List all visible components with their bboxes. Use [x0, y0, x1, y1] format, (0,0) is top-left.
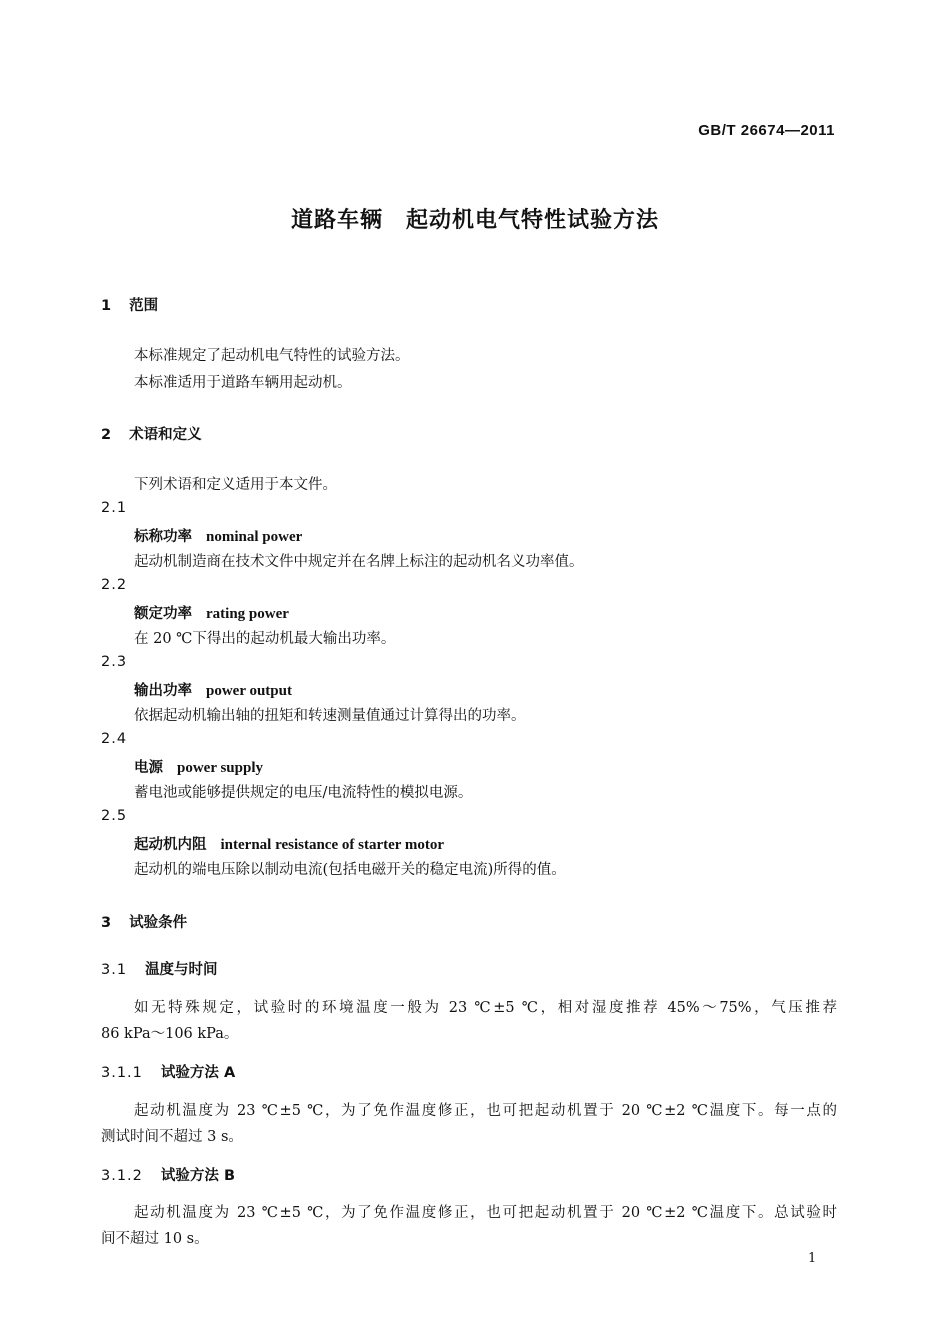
term-zh: 电源: [134, 759, 163, 776]
term-number: 2.2: [101, 577, 128, 593]
term-en: power output: [206, 683, 292, 699]
page-number: 1: [808, 1251, 817, 1266]
term-definition: 依据起动机输出轴的扭矩和转速测量值通过计算得出的功率。: [134, 708, 526, 724]
subsection-3-1-1-heading: [101, 1061, 235, 1082]
term-number: 2.1: [101, 500, 128, 516]
term-definition: 在 20 ℃下得出的起动机最大输出功率。: [134, 631, 396, 647]
term-entry: [134, 756, 263, 777]
paragraph-line: 如无特殊规定，试验时的环境温度一般为 23 ℃±5 ℃，相对湿度推荐 45%～75%，气压推荐: [134, 1000, 837, 1016]
term-entry: [134, 525, 302, 546]
document-title: 道路车辆 起动机电气特性试验方法: [290, 208, 659, 233]
term-zh: 标称功率: [134, 528, 192, 545]
term-entry: [134, 679, 292, 700]
subsection-3-1-2-heading: [101, 1164, 235, 1185]
section-3-heading: [101, 911, 187, 932]
term-en: internal resistance of starter motor: [220, 837, 445, 853]
term-definition: 蓄电池或能够提供规定的电压/电流特性的模拟电源。: [134, 785, 473, 801]
term-en: rating power: [206, 606, 289, 622]
paragraph-line: 86 kPa～106 kPa。: [101, 1026, 239, 1042]
term-number: 2.3: [101, 654, 128, 670]
term-zh: 输出功率: [134, 682, 192, 699]
term-en: nominal power: [206, 529, 303, 545]
term-entry: [134, 602, 289, 623]
term-definition: 起动机的端电压除以制动电流(包括电磁开关的稳定电流)所得的值。: [134, 862, 566, 878]
section-2-heading: [101, 423, 202, 444]
term-number: 2.5: [101, 808, 128, 824]
subsection-title: 试验方法 A: [160, 1065, 236, 1081]
subsection-title: 温度与时间: [145, 962, 218, 978]
section-number: 2: [101, 427, 112, 443]
paragraph-line: 起动机温度为 23 ℃±5 ℃，为了免作温度修正，也可把起动机置于 20 ℃±2 ℃温度下。每一点的: [134, 1103, 837, 1119]
term-number: 2.4: [101, 731, 128, 747]
paragraph: 下列术语和定义适用于本文件。: [134, 477, 337, 493]
paragraph: 本标准适用于道路车辆用起动机。: [134, 375, 352, 391]
section-title: 范围: [129, 298, 159, 314]
subsection-title: 试验方法 B: [160, 1168, 236, 1184]
term-zh: 起动机内阻: [134, 836, 207, 853]
paragraph-line: 间不超过 10 s。: [101, 1231, 209, 1247]
section-title: 试验条件: [129, 915, 188, 931]
section-title: 术语和定义: [129, 427, 202, 443]
section-1-heading: [101, 294, 158, 315]
term-definition: 起动机制造商在技术文件中规定并在名牌上标注的起动机名义功率值。: [134, 554, 584, 570]
paragraph-line: 起动机温度为 23 ℃±5 ℃，为了免作温度修正，也可把起动机置于 20 ℃±2 ℃温度下。总试验时: [134, 1205, 837, 1221]
standard-number: GB/T 26674—2011: [698, 122, 835, 139]
term-en: power supply: [177, 760, 264, 776]
term-entry: [134, 833, 444, 854]
subsection-number: 3.1: [101, 962, 128, 978]
paragraph-line: 测试时间不超过 3 s。: [101, 1129, 243, 1145]
paragraph: 本标准规定了起动机电气特性的试验方法。: [134, 348, 410, 364]
subsection-number: 3.1.2: [101, 1168, 143, 1184]
section-number: 1: [101, 298, 112, 314]
subsection-3-1-heading: [101, 958, 218, 979]
section-number: 3: [101, 915, 112, 931]
subsection-number: 3.1.1: [101, 1065, 143, 1081]
term-zh: 额定功率: [134, 605, 192, 622]
